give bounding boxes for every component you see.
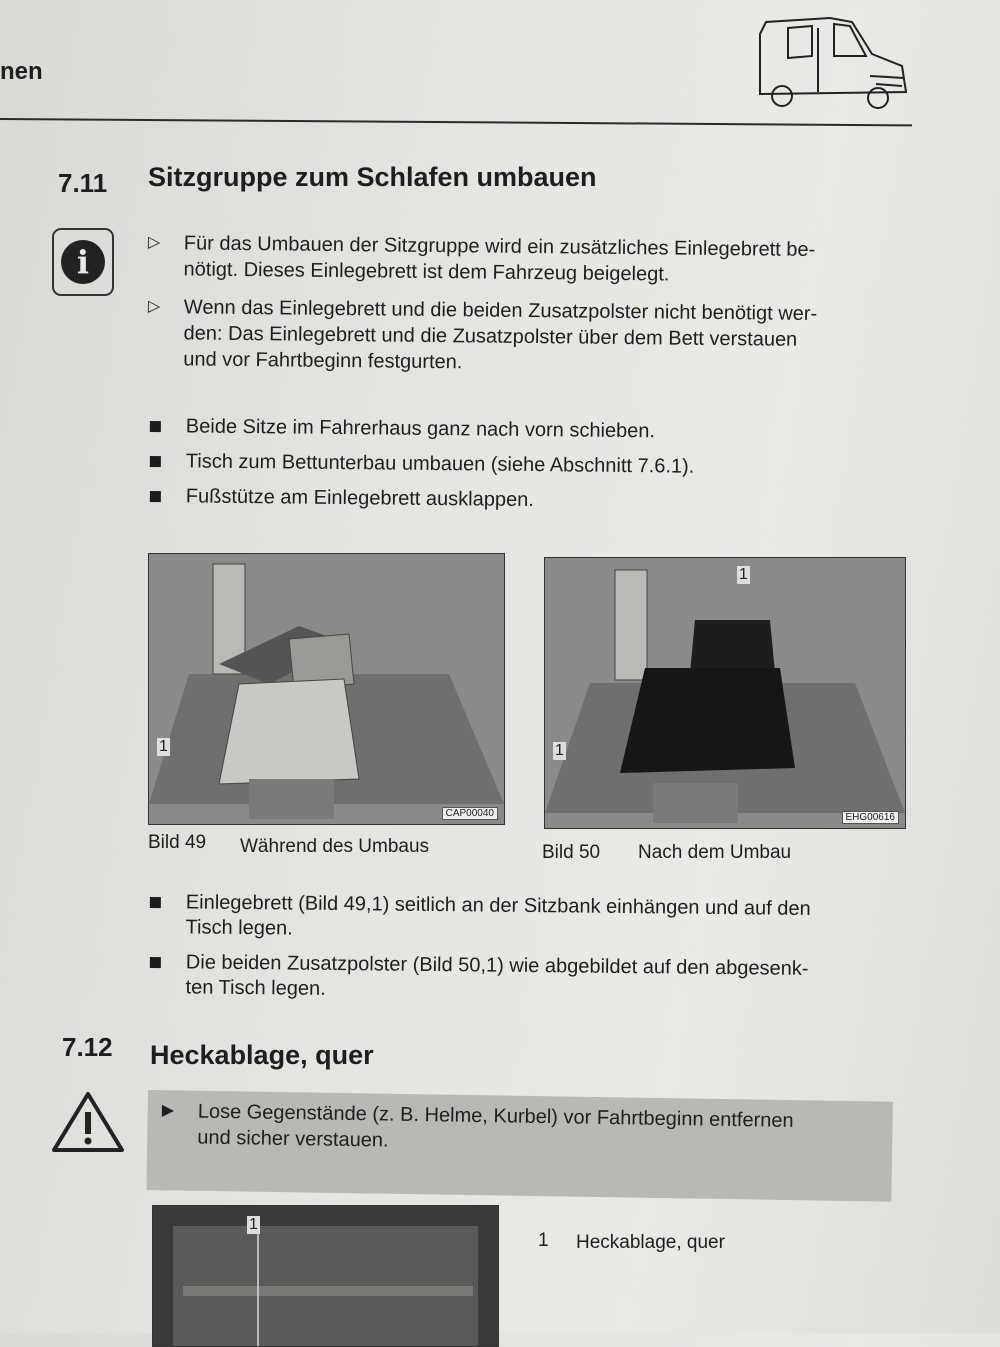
callout-number: 1 — [555, 742, 564, 759]
step-item: Tisch zum Bettunterbau umbauen (siehe Abschnitt 7.6.1). — [148, 449, 908, 482]
play-bullet-icon: ▶ — [161, 1101, 175, 1120]
callout-number: 1 — [739, 566, 748, 583]
camper-van-icon — [752, 14, 912, 112]
section-number-7-12: 7.12 — [62, 1032, 113, 1062]
section-title-7-12: Heckablage, quer — [150, 1040, 374, 1070]
square-bullet-icon — [150, 491, 161, 502]
triangle-bullet-icon: ▷ — [147, 233, 161, 252]
figure-heckablage-image — [152, 1205, 499, 1347]
step-item: Einlegebrett (Bild 49,1) seitlich an der Sitzbank einhängen und auf den Tisch legen. — [147, 890, 907, 948]
section-number-7-11: 7.11 — [58, 168, 108, 198]
figure-50-label: Bild 50 — [542, 842, 601, 863]
info-icon: i — [52, 228, 114, 296]
chapter-header-fragment: nen — [0, 58, 43, 85]
step-item: Fußstütze am Einlegebrett ausklappen. — [148, 484, 908, 517]
info-note-1: ▷ Für das Umbauen der Sitzgruppe wird ein zusätzliches Einlegebrett be- nötigt. Dieses Einlegebrett ist dem Fahrzeug beigelegt. — [147, 230, 908, 290]
header-rule — [0, 118, 912, 126]
figure-50-image — [544, 557, 906, 829]
square-bullet-icon — [150, 421, 161, 432]
callout-number: 1 — [249, 1216, 258, 1233]
legend-text: Heckablage, quer — [576, 1232, 725, 1253]
figure-49-label: Bild 49 — [148, 832, 207, 853]
step-item: Beide Sitze im Fahrerhaus ganz nach vorn schieben. — [148, 414, 908, 447]
figure-code: EHG00616 — [842, 811, 899, 824]
triangle-bullet-icon: ▷ — [147, 297, 161, 316]
info-note-2: ▷ Wenn das Einlegebrett und die beiden Zusatzpolster nicht benötigt wer- den: Das Einlegebrett und die Zusatzpolster über dem Bett verstauen und vor Fahrtbeginn festgurten. — [147, 294, 908, 380]
square-bullet-icon — [150, 456, 161, 467]
warning-icon — [50, 1090, 126, 1154]
step-item: Die beiden Zusatzpolster (Bild 50,1) wie abgebildet auf den abgesenk- ten Tisch legen. — [147, 950, 907, 1008]
figure-code: CAP00040 — [442, 807, 498, 820]
figure-49-image — [148, 553, 505, 825]
callout-number: 1 — [159, 738, 168, 755]
warning-text: ▶ Lose Gegenstände (z. B. Helme, Kurbel) vor Fahrtbeginn entfernen und sicher verstauen. — [161, 1098, 882, 1161]
section-title-7-11: Sitzgruppe zum Schlafen umbauen — [148, 162, 597, 192]
legend-number: 1 — [538, 1230, 549, 1251]
square-bullet-icon — [150, 957, 161, 968]
figure-50-caption: Nach dem Umbau — [638, 842, 792, 863]
figure-49-caption: Während des Umbaus — [240, 836, 430, 857]
square-bullet-icon — [150, 897, 161, 908]
